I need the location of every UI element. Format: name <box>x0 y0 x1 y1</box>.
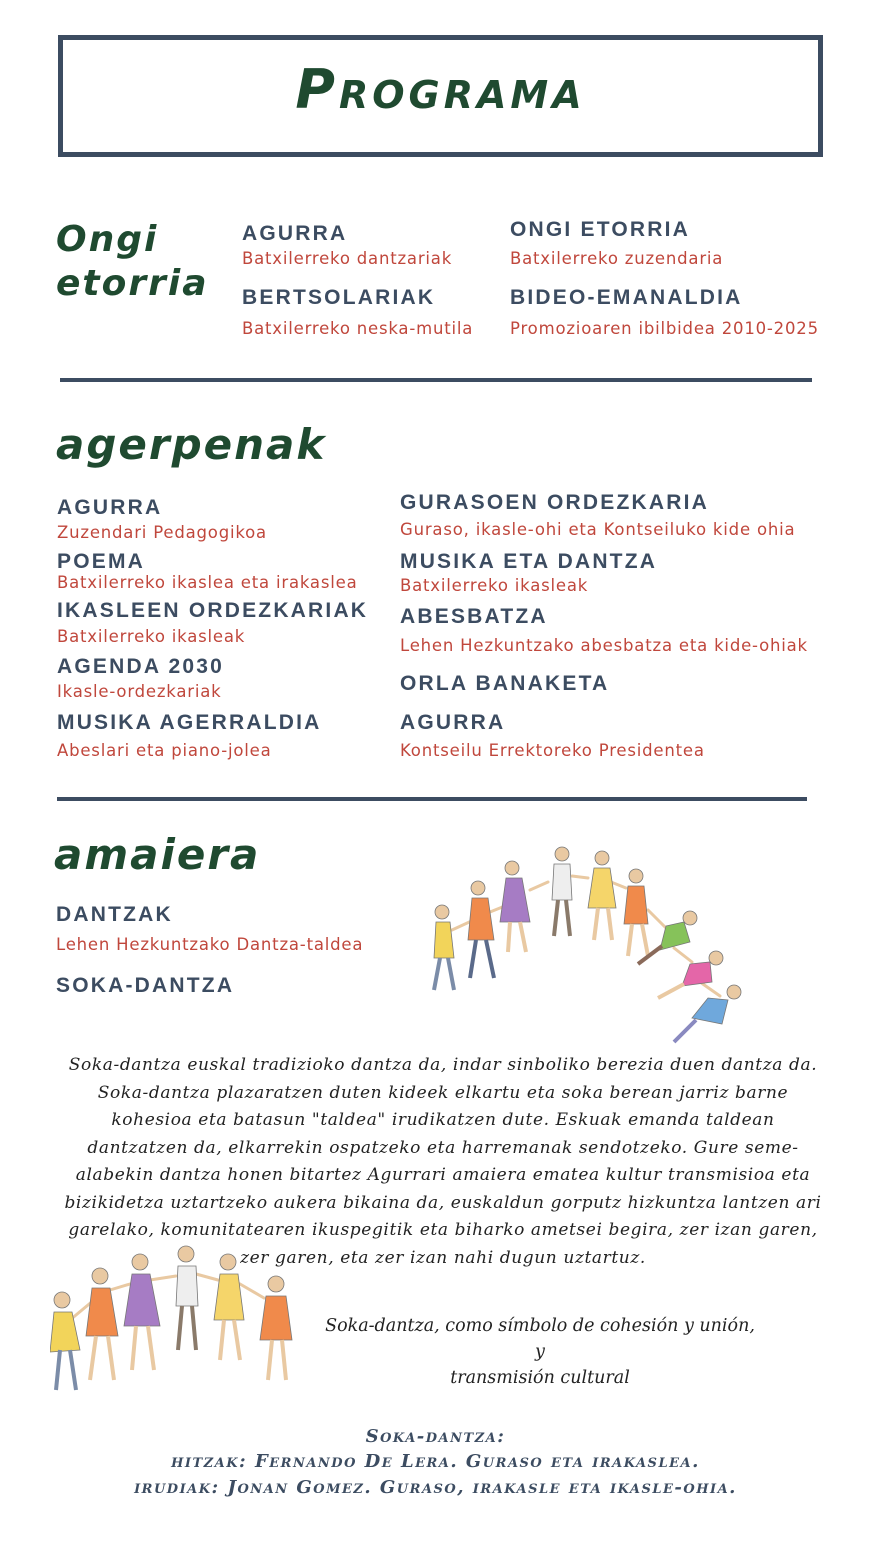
paragraph-line: zer garen, eta zer izan nahi dugun uztartuz. <box>240 1247 646 1268</box>
welcome-heading-line1: Ongi <box>56 219 159 260</box>
description-paragraph <box>58 1052 828 1272</box>
section-heading-ending: amaiera <box>54 830 261 879</box>
performance-item-title: IKASLEEN ORDEZKARIAK <box>57 599 369 622</box>
performance-item-title: AGENDA 2030 <box>57 655 224 678</box>
divider <box>57 797 807 801</box>
performance-item-title: AGURRA <box>57 496 163 519</box>
ending-item-title: DANTZAK <box>56 903 173 926</box>
spanish-caption <box>320 1313 760 1391</box>
paragraph-line: Soka-dantza euskal tradizioko dantza da, indar sinboliko berezia duen dantza da. <box>68 1055 818 1075</box>
welcome-heading-line2: etorria <box>56 263 209 304</box>
performance-item-subtitle: Batxilerreko ikasleak <box>400 576 589 595</box>
paragraph-line: dantzatzen da, elkarrekin ospatzeko eta harremanak sendotzeko. Gure seme- <box>87 1137 799 1158</box>
performance-item-title: ORLA BANAKETA <box>400 672 610 695</box>
welcome-item-title: ONGI ETORRIA <box>510 218 691 241</box>
welcome-item-subtitle: Batxilerreko neska-mutila <box>242 319 474 338</box>
performance-item-subtitle: Abeslari eta piano-jolea <box>57 741 272 760</box>
credits-heading: Soka-dantza: <box>365 1426 506 1447</box>
performance-item-title: MUSIKA AGERRALDIA <box>57 711 322 734</box>
paragraph-line: bizikidetza uztartzeko aukera bikaina da, euskaldun gorputz hizkuntza lantzen ari <box>64 1192 822 1213</box>
performance-item-subtitle: Ikasle-ordezkariak <box>57 682 222 701</box>
divider <box>60 378 812 382</box>
welcome-item-title: BERTSOLARIAK <box>242 286 436 309</box>
credits-words: hitzak: Fernando De Lera. Guraso eta irakaslea. <box>171 1451 700 1472</box>
ending-item-title: SOKA-DANTZA <box>56 974 235 997</box>
dancers-arc-illustration <box>430 840 750 1050</box>
performance-item-subtitle: Lehen Hezkuntzako abesbatza eta kide-ohiak <box>400 636 808 655</box>
performance-item-subtitle: Guraso, ikasle-ohi eta Kontseiluko kide ohia <box>400 520 796 539</box>
welcome-item-title: BIDEO-EMANALDIA <box>510 286 743 309</box>
spanish-caption-line: Soka-dantza, como símbolo de cohesión y unión, y <box>325 1316 755 1362</box>
dancers-row-illustration <box>50 1240 300 1400</box>
credits-images: irudiak: Jonan Gomez. Guraso, irakasle eta ikasle-ohia. <box>134 1477 737 1498</box>
performance-item-title: ABESBATZA <box>400 605 548 628</box>
welcome-item-subtitle: Batxilerreko dantzariak <box>242 249 453 268</box>
paragraph-line: kohesioa eta batasun "taldea" irudikatzen dute. Eskuak emanda taldean <box>111 1110 775 1130</box>
section-heading-welcome <box>56 218 209 306</box>
performance-item-title: MUSIKA ETA DANTZA <box>400 550 658 573</box>
performance-item-title: GURASOEN ORDEZKARIA <box>400 491 709 514</box>
paragraph-line: alabekin dantza honen bitartez Agurrari amaiera ematea kultur transmisioa eta <box>75 1165 811 1185</box>
welcome-item-title: AGURRA <box>242 222 348 245</box>
performance-item-subtitle: Zuzendari Pedagogikoa <box>57 523 267 542</box>
spanish-caption-line: transmisión cultural <box>450 1368 630 1388</box>
page-title: Programa <box>295 58 586 121</box>
paragraph-line: Soka-dantza plazaratzen duten kideek elkartu eta soka berean jarriz barne <box>97 1082 789 1103</box>
performance-item-subtitle: Kontseilu Errektoreko Presidentea <box>400 741 705 760</box>
ending-item-subtitle: Lehen Hezkuntzako Dantza-taldea <box>56 935 364 954</box>
welcome-item-subtitle: Batxilerreko zuzendaria <box>510 249 724 268</box>
performance-item-title: AGURRA <box>400 711 506 734</box>
welcome-item-subtitle: Promozioaren ibilbidea 2010-2025 <box>510 319 819 338</box>
paragraph-line: garelako, komunitatearen ikuspegitik eta biharko ametsei begira, zer izan garen, <box>68 1220 818 1240</box>
section-heading-performances: agerpenak <box>56 420 327 469</box>
performance-item-title: POEMA <box>57 550 146 573</box>
performance-item-subtitle: Batxilerreko ikasleak <box>57 627 246 646</box>
performance-item-subtitle: Batxilerreko ikaslea eta irakaslea <box>57 573 358 592</box>
